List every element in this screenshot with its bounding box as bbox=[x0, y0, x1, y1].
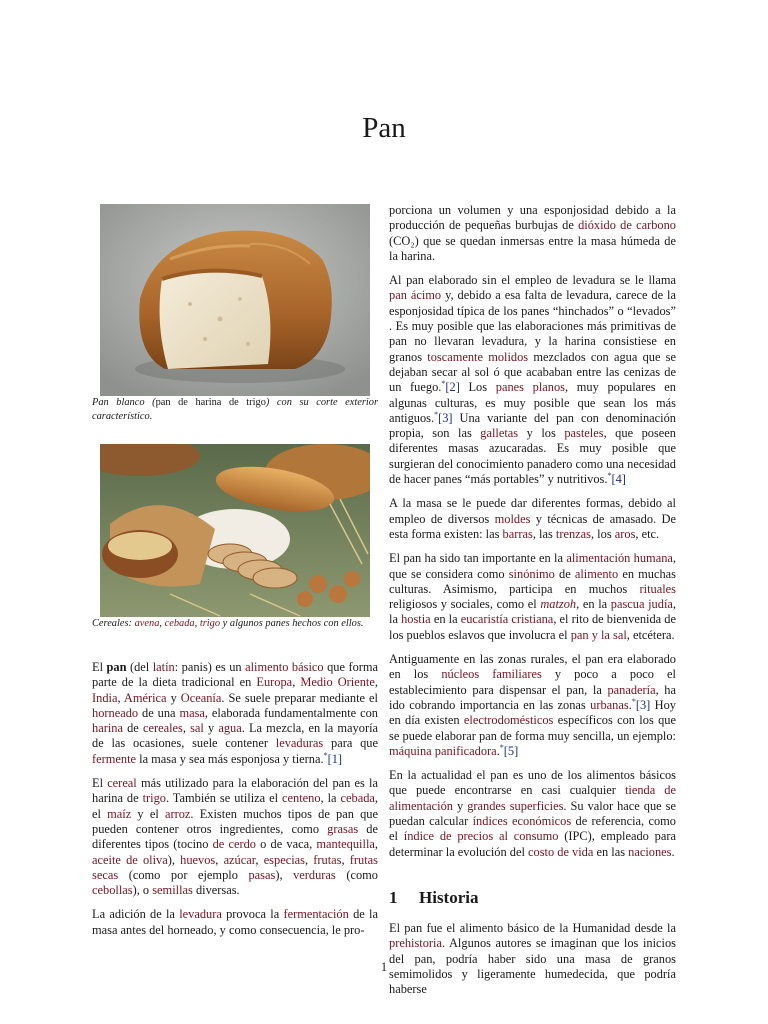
inline-link[interactable]: cebada bbox=[340, 791, 375, 806]
citation-marker[interactable]: * bbox=[441, 379, 446, 389]
paragraph bbox=[389, 273, 676, 487]
paragraph bbox=[389, 652, 676, 759]
caption-text: Pan blanco ( bbox=[92, 397, 156, 408]
text-run: Una variante del pan con denominación propia, son las bbox=[389, 410, 676, 441]
citation-marker[interactable]: * bbox=[434, 409, 439, 419]
inline-link[interactable]: pasteles bbox=[564, 426, 604, 441]
inline-link[interactable]: cebollas bbox=[92, 883, 133, 898]
text-run: El bbox=[92, 776, 108, 791]
paragraph bbox=[92, 660, 378, 767]
text-run: A la masa se le puede dar diferentes formas, debido al empleo de diversos bbox=[389, 496, 676, 526]
inline-link[interactable]: moldes bbox=[494, 511, 531, 526]
text-run: (del bbox=[126, 660, 153, 674]
inline-link[interactable]: costo de vida bbox=[528, 844, 594, 859]
inline-link[interactable]: pasas bbox=[248, 867, 276, 882]
page-number: 1 bbox=[380, 960, 388, 974]
caption-text: ) con su corte exterior característico. bbox=[92, 397, 378, 422]
inline-link[interactable]: masa bbox=[179, 705, 205, 720]
link-trigo[interactable]: trigo bbox=[199, 618, 221, 629]
inline-link[interactable]: eucaristía cristiana bbox=[460, 612, 554, 627]
text-run: , bbox=[117, 690, 124, 705]
inline-link[interactable]: naciones bbox=[628, 844, 672, 859]
inline-link[interactable]: grasas bbox=[327, 821, 359, 836]
text-run: . Su valor hace que se puedan calcular bbox=[389, 798, 676, 828]
text-run: , bbox=[292, 675, 301, 690]
text-run: . bbox=[496, 743, 500, 758]
inline-link[interactable]: levaduras bbox=[275, 736, 324, 751]
cereals-bread-icon bbox=[100, 444, 370, 617]
text-run: y los bbox=[518, 426, 565, 441]
text-run: mezclados con agua que se dejaban secar al sol ó que acababan entre las cenizas de un fuego. bbox=[389, 349, 676, 395]
section-heading bbox=[389, 887, 676, 907]
inline-link[interactable]: cereales bbox=[142, 721, 183, 736]
text-run: , el bbox=[92, 791, 378, 821]
text-run: La adición de la bbox=[92, 907, 180, 922]
inline-link[interactable]: Medio Oriente bbox=[300, 675, 375, 690]
inline-link[interactable]: Europa bbox=[256, 675, 293, 690]
bold-term: pan bbox=[106, 660, 127, 674]
citation-link[interactable]: [1] bbox=[327, 751, 343, 766]
text-run: (como por ejemplo bbox=[118, 867, 249, 882]
text-run: en las bbox=[593, 844, 629, 859]
caption-text: , bbox=[194, 618, 200, 629]
text-run: , la bbox=[389, 597, 676, 627]
inline-link[interactable]: trenzas bbox=[555, 526, 591, 541]
text-run: y bbox=[453, 798, 468, 813]
inline-link[interactable]: agua bbox=[218, 721, 242, 736]
inline-link[interactable]: alimento básico bbox=[245, 660, 324, 674]
text-run: El pan ha sido tan importante en la bbox=[389, 551, 567, 566]
text-run: . La mezcla, en la mayoría de las ocasiones, suele contener bbox=[92, 721, 379, 751]
inline-link[interactable]: sinónimo bbox=[508, 566, 555, 581]
inline-link[interactable]: India bbox=[92, 690, 118, 705]
inline-link[interactable]: pascua judía bbox=[610, 597, 673, 612]
inline-link[interactable]: especias bbox=[263, 852, 305, 867]
text-run: diversas. bbox=[192, 883, 240, 898]
text-run: de una bbox=[138, 705, 180, 720]
text-run: y el bbox=[131, 806, 165, 821]
text-run: , ha ido cobrando importancia en las zonas bbox=[389, 682, 676, 712]
text-run: , en la bbox=[576, 597, 611, 612]
text-run: porciona un volumen y una esponjosidad debido a la producción de pequeñas burbujas de bbox=[389, 203, 676, 233]
inline-link[interactable]: semillas bbox=[152, 883, 193, 898]
inline-link[interactable]: dióxido de carbono bbox=[578, 218, 676, 233]
text-run: ), bbox=[275, 867, 294, 882]
left-body-text bbox=[92, 660, 378, 938]
figure-caption-bread bbox=[92, 396, 378, 424]
link-cebada[interactable]: cebada bbox=[164, 618, 195, 629]
text-run: , bbox=[255, 852, 264, 867]
inline-link[interactable]: centeno bbox=[282, 791, 321, 806]
paragraph bbox=[389, 496, 676, 542]
inline-link[interactable]: tienda de alimentación bbox=[389, 783, 676, 813]
text-run: En la actualidad el pan es uno de los alimentos básicos que puede encontrarse en casi cualquier bbox=[389, 768, 676, 798]
text-run: , bbox=[182, 721, 191, 736]
inline-link[interactable]: América bbox=[123, 690, 167, 705]
text-run: que forma parte de la dieta tradicional en bbox=[92, 660, 379, 690]
citation-marker[interactable]: * bbox=[323, 750, 328, 760]
inline-link[interactable]: panadería bbox=[607, 682, 656, 697]
inline-link[interactable]: fermente bbox=[92, 751, 137, 766]
text-run: (como bbox=[335, 867, 378, 882]
text-run: Los bbox=[459, 380, 496, 395]
text-run: , etcétera. bbox=[626, 627, 675, 642]
text-run: y poco a poco el establecimiento para dispensar el pan, la bbox=[389, 667, 676, 697]
figure-bread-loaf bbox=[92, 204, 378, 424]
inline-link[interactable]: aros bbox=[614, 526, 636, 541]
inline-link[interactable]: de cerdo bbox=[212, 837, 256, 852]
text-run: la masa y sea más esponjosa y tierna. bbox=[136, 751, 324, 766]
paragraph bbox=[92, 907, 378, 938]
link-avena[interactable]: avena bbox=[134, 618, 160, 629]
inline-link[interactable]: Oceanía bbox=[180, 690, 222, 705]
text-run: . bbox=[671, 844, 675, 859]
section-title: Historia bbox=[419, 887, 479, 907]
text-run: , las bbox=[532, 526, 556, 541]
text-run: de bbox=[554, 566, 575, 581]
paragraph bbox=[389, 768, 676, 860]
text-run: , bbox=[374, 675, 378, 690]
inline-link[interactable]: índices económicos bbox=[472, 813, 572, 828]
inline-link[interactable]: azúcar bbox=[223, 852, 256, 867]
section-number: 1 bbox=[389, 887, 398, 907]
inline-link[interactable]: latín bbox=[152, 660, 175, 674]
citation-link[interactable]: [4] bbox=[611, 472, 626, 487]
text-run: , bbox=[374, 837, 378, 852]
caption-text: , bbox=[159, 618, 165, 629]
text-run: , elaborada fundamentalmente con bbox=[204, 705, 378, 720]
text-run: , el rito de bienvenida de los pueblos eslavos que involucra el bbox=[389, 612, 676, 642]
inline-link[interactable]: panes planos bbox=[495, 380, 565, 395]
text-run: , que poseen diferentes masas azucaradas. Es muy posible que surgieran del conocimiento panadero como una necesidad de hacer panes “más portables” y nutritivos. bbox=[389, 426, 676, 487]
caption-text: y algunos panes hechos con ellos. bbox=[220, 618, 364, 629]
inline-link[interactable]: grandes superficies bbox=[467, 798, 564, 813]
inline-link[interactable]: índice de precios al consumo bbox=[403, 829, 559, 844]
text-run: para que bbox=[323, 736, 379, 751]
cereals-image bbox=[100, 444, 370, 617]
text-run: : panis) es un bbox=[174, 660, 246, 674]
inline-link[interactable]: mantequilla bbox=[316, 837, 375, 852]
bread-loaf-image bbox=[100, 204, 370, 396]
text-run: de la masa antes del horneado, y como consecuencia, le pro- bbox=[92, 907, 378, 937]
text-run: , la bbox=[320, 791, 341, 806]
inline-link[interactable]: fermentación bbox=[283, 907, 349, 922]
inline-link[interactable]: harina bbox=[92, 721, 123, 736]
text-run: en la bbox=[430, 612, 461, 627]
inline-link[interactable]: alimento bbox=[574, 566, 619, 581]
text-run: específicos con los que se puede elaborar pan de forma muy sencilla, un ejemplo: bbox=[389, 713, 676, 743]
inline-link[interactable]: galletas bbox=[480, 426, 519, 441]
inline-link[interactable]: levadura bbox=[179, 907, 222, 922]
citation-marker[interactable]: * bbox=[631, 696, 636, 706]
text-run: , bbox=[341, 852, 350, 867]
inline-link[interactable]: maíz bbox=[107, 806, 132, 821]
inline-link[interactable]: huevos bbox=[180, 852, 216, 867]
text-run: o de vaca, bbox=[255, 837, 317, 852]
bread-loaf-icon bbox=[100, 204, 370, 396]
inline-link[interactable]: arroz bbox=[164, 806, 191, 821]
figure-caption-cereals bbox=[92, 617, 378, 631]
inline-link[interactable]: urbanas bbox=[590, 697, 629, 712]
text-run: religiosos y sociales, como el bbox=[389, 597, 541, 612]
right-column bbox=[389, 203, 676, 1007]
inline-link[interactable]: barras bbox=[502, 526, 533, 541]
inline-link[interactable]: cereal bbox=[107, 776, 137, 791]
right-body-text bbox=[389, 203, 676, 860]
text-run: El bbox=[92, 660, 107, 674]
inline-link[interactable]: horneado bbox=[92, 705, 139, 720]
citation-link[interactable]: [5] bbox=[503, 743, 519, 758]
inline-link[interactable]: frutas secas bbox=[92, 852, 378, 882]
text-run: Antiguamente en las zonas rurales, el pan era elaborado en los bbox=[389, 652, 676, 682]
text-run: Hoy en día existen bbox=[389, 697, 676, 728]
inline-link[interactable]: frutas bbox=[313, 852, 342, 867]
inline-link[interactable]: electrodomésticos bbox=[463, 713, 554, 728]
caption-text-upright: pan de harina de trigo bbox=[155, 397, 266, 408]
text-run: , que se considera como bbox=[389, 551, 676, 581]
inline-link[interactable]: trigo bbox=[142, 791, 166, 806]
text-run: provoca la bbox=[221, 907, 284, 922]
text-run: El pan fue el alimento básico de la Humanidad desde la bbox=[389, 921, 676, 936]
citation-link[interactable]: [3] bbox=[438, 410, 453, 425]
text-run: y, debido a esa falta de levadura, carece de la esponjosidad típica de los panes “hinchados” o “levados” . Es muy posible que las elaboraciones más primitivas de pan no llevaran levadura, y la harina consistiese en granos bbox=[389, 288, 677, 364]
inline-link[interactable]: rituales bbox=[639, 581, 676, 596]
citation-marker[interactable]: * bbox=[607, 470, 612, 480]
inline-link[interactable]: sal bbox=[190, 721, 204, 736]
text-run: , etc. bbox=[635, 526, 660, 541]
text-run: y bbox=[166, 690, 181, 705]
text-run: (IPC), empleado para determinar la evolución del bbox=[389, 829, 677, 859]
text-run: . Se suele preparar mediante el bbox=[221, 690, 379, 705]
inline-link[interactable]: pan y la sal bbox=[570, 627, 627, 642]
text-run: en muchas culturas. Asimismo, participa en muchos bbox=[389, 566, 676, 596]
paragraph bbox=[92, 776, 378, 898]
page-title: Pan bbox=[362, 112, 406, 144]
inline-link[interactable]: alimentación humana bbox=[566, 551, 673, 566]
text-run: . Existen muchos tipos de pan que pueden contener otros ingredientes, como bbox=[92, 806, 378, 836]
inline-link[interactable]: toscamente molidos bbox=[427, 349, 529, 364]
text-run: . bbox=[628, 697, 632, 712]
paragraph bbox=[389, 203, 676, 264]
citation-marker[interactable]: * bbox=[499, 742, 504, 752]
inline-link[interactable]: aceite de oliva bbox=[92, 852, 168, 867]
inline-link[interactable]: pan ácimo bbox=[389, 288, 442, 303]
inline-link[interactable]: verduras bbox=[293, 867, 336, 882]
text-run: . Algunos autores se imaginan que los inicios del pan, podría haber sido una masa de granos semimolidos y ligeramente humedecida, que podría haberse bbox=[389, 936, 676, 997]
text-run: ), o bbox=[132, 883, 153, 898]
inline-link[interactable]: máquina panificadora bbox=[389, 743, 497, 758]
text-run: y técnicas de amasado. De esta forma existen: las bbox=[389, 511, 676, 541]
text-run: , bbox=[215, 852, 224, 867]
text-run: de referencia, como el bbox=[389, 813, 676, 844]
paragraph bbox=[389, 551, 676, 643]
text-run: y bbox=[203, 721, 219, 736]
text-run: , los bbox=[590, 526, 615, 541]
figure-cereals bbox=[92, 444, 378, 631]
text-run: ), bbox=[167, 852, 181, 867]
text-run: , muy populares en algunas culturas, es muy posible que sean los más antiguos. bbox=[389, 380, 676, 425]
inline-link[interactable]: núcleos familiares bbox=[441, 667, 542, 682]
inline-link[interactable]: hostia bbox=[401, 612, 431, 627]
text-run: (CO₂) que se quedan inmersas entre la masa húmeda de la harina. bbox=[389, 233, 676, 263]
text-run: . También se utiliza el bbox=[165, 791, 283, 806]
text-run: más utilizado para la elaboración del pan es la harina de bbox=[92, 776, 378, 806]
inline-link[interactable]: prehistoria bbox=[389, 936, 442, 951]
caption-text: Cereales: bbox=[92, 618, 135, 629]
citation-link[interactable]: [2] bbox=[445, 380, 460, 395]
left-column bbox=[92, 203, 378, 947]
text-run: , bbox=[304, 852, 314, 867]
text-run: de bbox=[122, 721, 143, 736]
inline-link[interactable]: matzoh bbox=[540, 597, 577, 612]
text-run: Al pan elaborado sin el empleo de levadura se le llama bbox=[389, 273, 676, 288]
citation-link[interactable]: [3] bbox=[635, 697, 651, 712]
text-run: de diferentes tipos (tocino bbox=[92, 821, 378, 852]
